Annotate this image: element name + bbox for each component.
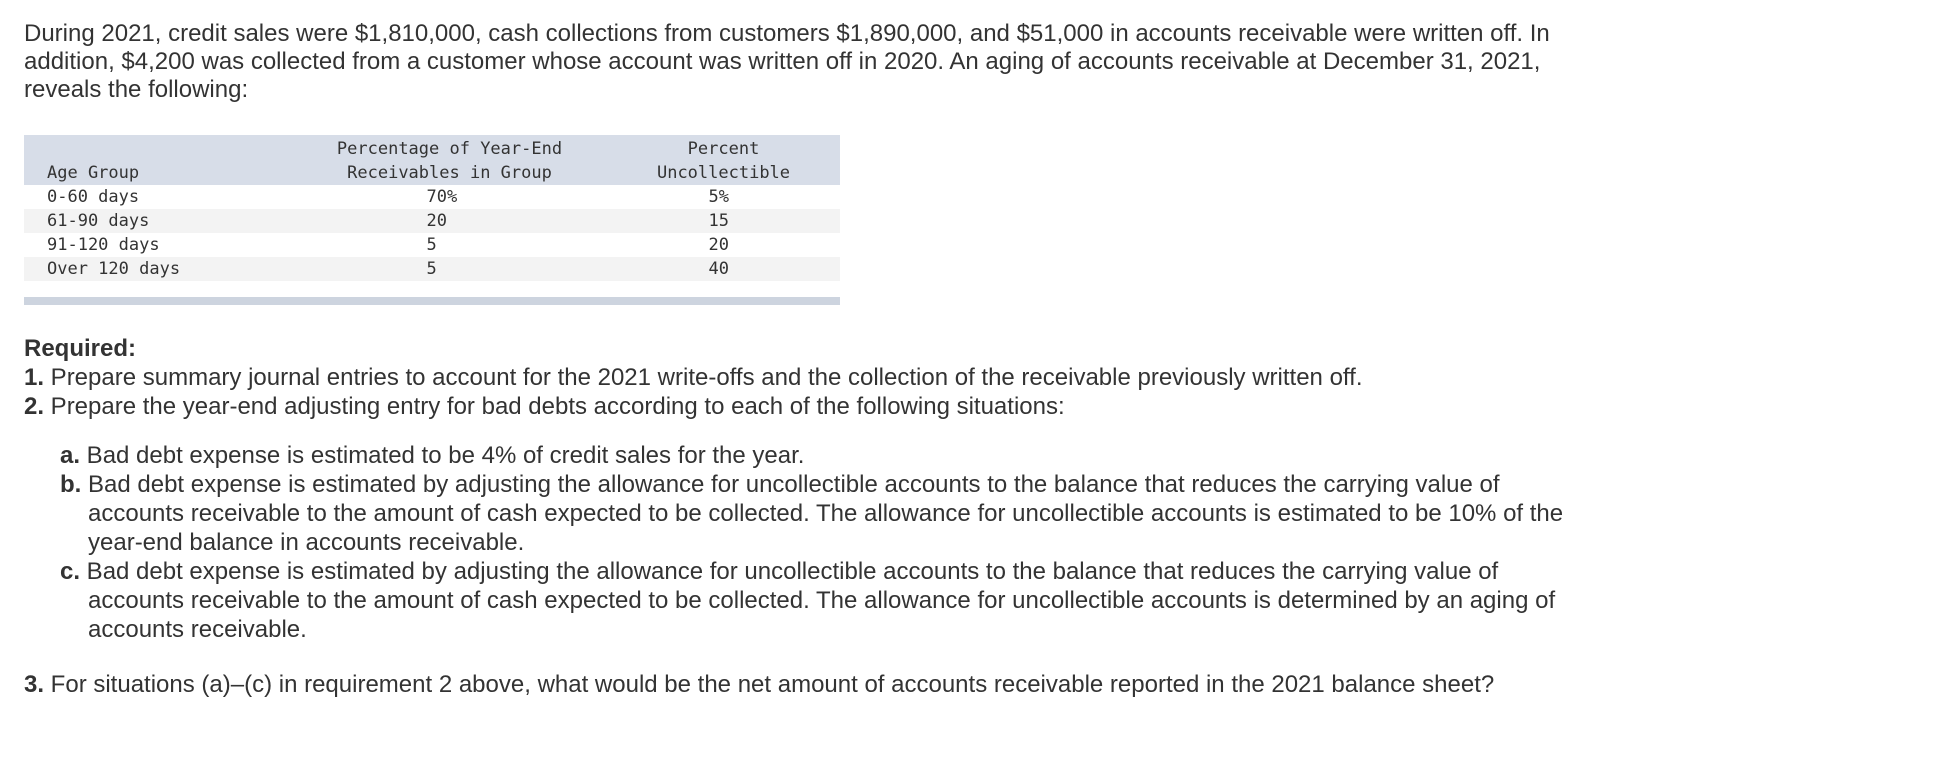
aging-table — [24, 135, 840, 281]
header-age-group-label: Age Group — [47, 163, 140, 183]
sub-item-text: Bad debt expense is estimated by adjusting the allowance for uncollectible accounts to the balance that reduces the carrying value of accounts receivable to the amount of cash expected to be collected. The allowance for uncollectible accounts is determined by an aging of accounts receivable. — [80, 558, 1556, 643]
cell-uncollectible — [607, 257, 840, 281]
cell-percentage — [292, 233, 607, 257]
header-percentage-receivables — [292, 135, 607, 185]
cell-age-group: 91-120 days — [24, 233, 292, 257]
requirement-text: Prepare the year-end adjusting entry for bad debts according to each of the following situations: — [44, 393, 1065, 420]
table-header-row — [24, 135, 840, 185]
sub-item-letter: b. — [60, 471, 82, 498]
cell-uncollectible-value: 15 — [708, 211, 729, 231]
cell-percentage-value: 5 — [426, 259, 437, 279]
requirement-2-sublist — [24, 441, 1584, 644]
intro-paragraph: During 2021, credit sales were $1,810,000, cash collections from customers $1,890,000, and $51,000 in accounts receivable were written off. In addition, $4,200 was collected from a customer whose account was written off in 2020. An aging of accounts receivable at December 31, 2021, reveals the following: — [24, 20, 1550, 103]
cell-uncollectible-value: 40 — [708, 259, 729, 279]
header-pct-line1: Percentage of Year-End — [336, 139, 563, 159]
cell-percentage — [292, 257, 607, 281]
cell-uncollectible — [607, 209, 840, 233]
required-section — [24, 334, 1584, 699]
header-pct-line2: Receivables in Group — [347, 163, 552, 183]
cell-percentage-value: 20 — [426, 211, 447, 231]
cell-age-group: 61-90 days — [24, 209, 292, 233]
cell-percentage — [292, 209, 607, 233]
requirement-number: 2. — [24, 393, 45, 420]
table-row — [24, 209, 840, 233]
sub-item-c — [24, 557, 1584, 644]
cell-percentage — [292, 185, 607, 209]
cell-uncollectible-value: 20 — [708, 235, 729, 255]
header-percent-uncollectible — [607, 135, 840, 185]
header-age-group — [24, 135, 292, 185]
requirement-number: 1. — [24, 364, 45, 391]
header-unc-line2: Uncollectible — [656, 163, 791, 183]
table-footer-bar — [24, 297, 840, 305]
cell-age-group: Over 120 days — [24, 257, 292, 281]
requirement-2 — [24, 392, 1584, 421]
sub-item-letter: c. — [60, 558, 81, 585]
cell-percentage-value: 5 — [426, 235, 437, 255]
cell-uncollectible — [607, 233, 840, 257]
requirement-number: 3. — [24, 671, 45, 698]
requirement-text: Prepare summary journal entries to account for the 2021 write-offs and the collection of the receivable previously written off. — [44, 364, 1363, 391]
header-unc-line1: Percent — [687, 139, 760, 159]
table-row — [24, 233, 840, 257]
cell-uncollectible — [607, 185, 840, 209]
sub-item-a — [24, 441, 1584, 470]
sub-item-text: Bad debt expense is estimated to be 4% of credit sales for the year. — [80, 442, 805, 469]
table-row — [24, 185, 840, 209]
requirement-text: For situations (a)–(c) in requirement 2 above, what would be the net amount of accounts receivable reported in the 2021 balance sheet? — [44, 671, 1495, 698]
required-heading: Required: — [24, 335, 137, 362]
requirement-1 — [24, 363, 1584, 392]
sub-item-letter: a. — [60, 442, 81, 469]
cell-age-group: 0-60 days — [24, 185, 292, 209]
cell-uncollectible-value: 5% — [708, 187, 729, 207]
sub-item-b — [24, 470, 1584, 557]
aging-table-container — [24, 135, 840, 305]
requirement-3 — [24, 670, 1524, 699]
sub-item-text: Bad debt expense is estimated by adjusting the allowance for uncollectible accounts to the balance that reduces the carrying value of accounts receivable to the amount of cash expected to be collected. The allowance for uncollectible accounts is estimated to be 10% of the year-end balance in accounts receivable. — [81, 471, 1564, 556]
table-row — [24, 257, 840, 281]
cell-percentage-value: 70% — [426, 187, 458, 207]
